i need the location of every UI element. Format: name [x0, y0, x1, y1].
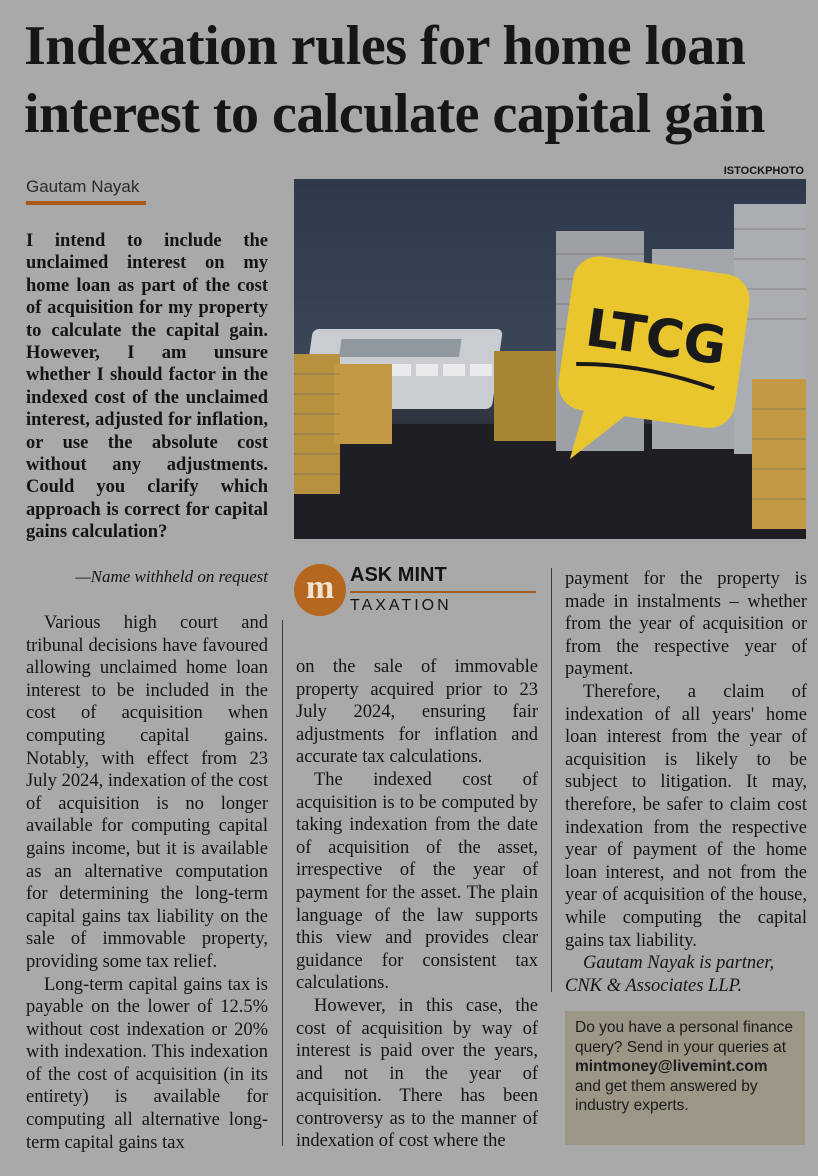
ltcg-sign-text: LTCG [582, 298, 730, 378]
answer-paragraph: Long-term capital gains tax is payable on the lower of 12.5% without cost indexation or 20% with indexation. This indexation of the cost of acquisition (in its entirety) is available for computing all alternative long-term capital gains tax [26, 974, 268, 1153]
answer-paragraph: However, in this case, the cost of acquisition by way of interest is paid over the years, and not in the year of acquisition. There has been controversy as to the manner of indexation of cost where the [296, 995, 538, 1152]
answer-paragraph: Therefore, a claim of indexation of all years' home loan interest from the year of acquisition is likely to be subject to litigation. It may, therefore, be safer to claim cost indexation from the respective year of payment of the home loan interest, and not from the year of acquisition of the house, while computing the capital gains tax liability. [565, 681, 807, 951]
column-divider-2 [551, 568, 552, 992]
author-underline [26, 201, 146, 205]
ltcg-photo [294, 179, 806, 539]
reader-query: I intend to include the unclaimed interest on my home loan as part of the cost of acquisition for my property to calculate the capital gain. However, I am unsure whether I should factor in the indexed cost of the unclaimed interest, adjusted for inflation, or use the absolute cost without any adjustments. Could you clarify which approach is correct for capital gains calculation? [26, 231, 268, 543]
author-byline: Gautam Nayak [26, 177, 140, 196]
column-rule [350, 591, 536, 593]
column-divider-1 [282, 620, 283, 1146]
author-bio: Gautam Nayak is partner, CNK & Associates LLP. [565, 953, 775, 996]
query-email-link[interactable]: mintmoney@livemint.com [575, 1058, 768, 1075]
answer-paragraph: Various high court and tribunal decisions have favoured allowing unclaimed home loan interest to be included in the cost of acquisition when computing capital gains. Notably, with effect from 23 July 2024, indexation of the cost of acquisition is no longer available for computing capital gains income, but it is available as an alternative computation for determining the long-term capital gains tax liability on the sale of immovable property, providing some tax relief. [26, 613, 268, 972]
mint-logo-icon: m [294, 564, 346, 616]
answer-column-1 [26, 612, 268, 1154]
ltcg-illustration [294, 179, 806, 539]
query-invite-text: Do you have a personal finance query? Send in your queries at [575, 1019, 794, 1056]
headline: Indexation rules for home loan interest to calculate capital gain [24, 15, 765, 145]
query-invite-text-2: and get them answered by industry experts. [575, 1077, 758, 1114]
answer-column-3 [565, 568, 807, 997]
column-subtitle: TAXATION [350, 597, 452, 614]
query-signoff: —Name withheld on request [75, 567, 268, 586]
query-invite-box [565, 1011, 805, 1145]
answer-paragraph: The indexed cost of acquisition is to be computed by taking indexation from the date of acquisition of the asset, irrespective of the year of payment for the asset. The plain language of the law supports this view and provides clear guidance for consistent tax calculations. [296, 769, 538, 994]
answer-paragraph: payment for the property is made in instalments – whether from the year of acquisition or from the respective year of payment. [565, 569, 807, 680]
answer-column-2 [296, 656, 538, 1153]
photo-credit: ISTOCKPHOTO [723, 165, 804, 177]
column-title: ASK MINT [350, 564, 447, 586]
ask-mint-tag [294, 562, 538, 620]
answer-paragraph: on the sale of immovable property acquired prior to 23 July 2024, ensuring fair adjustments for inflation and accurate tax calculations. [296, 657, 538, 768]
